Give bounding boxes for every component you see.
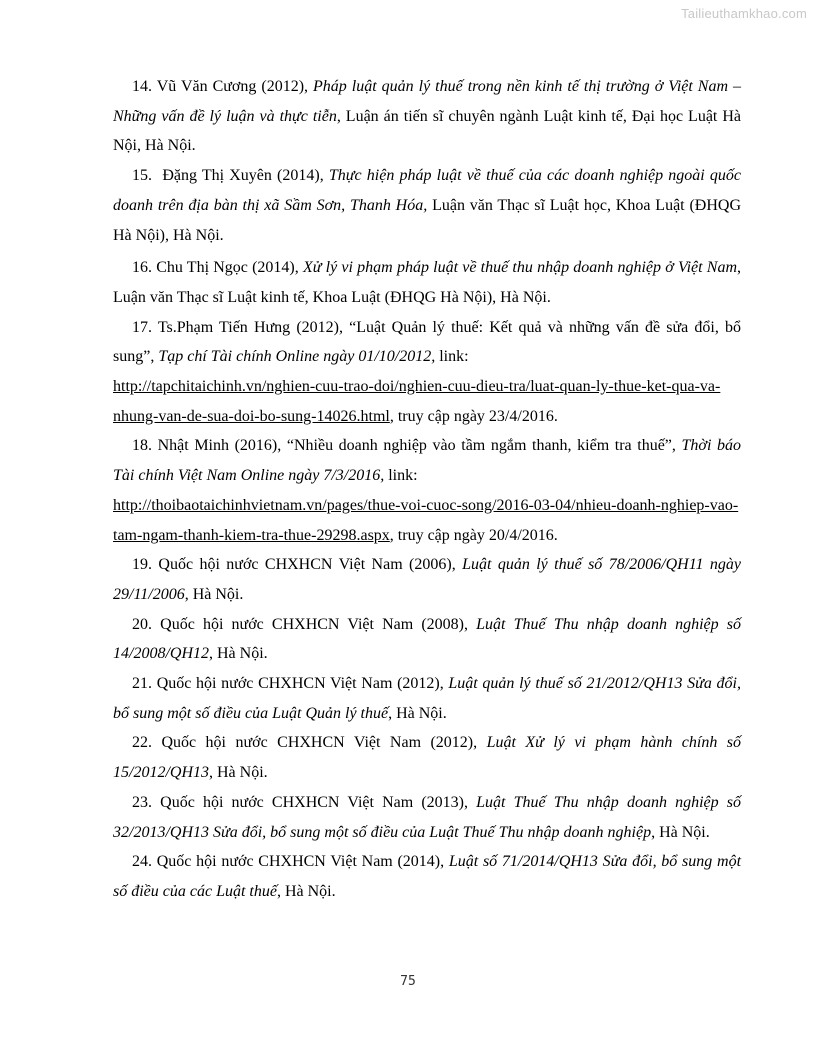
ref-number: 22. (132, 734, 152, 752)
ref-number: 14. (132, 78, 152, 95)
ref-title: Tạp chí Tài chính Online ngày 01/10/2012, (158, 348, 436, 366)
ref-author: Quốc hội nước CHXHCN Việt Nam (2013), (160, 793, 477, 811)
ref-title: Thời báo Tài chính Việt Nam Online ngày 7/3/2016, (113, 437, 742, 485)
reference-16 (113, 253, 741, 312)
ref-title: Xử lý vi phạm pháp luật về thuế thu nhập doanh nghiệp ở Việt Nam (302, 259, 738, 277)
ref-number: 17. (132, 318, 152, 336)
ref-author: Quốc hội nước CHXHCN Việt Nam (2006), (158, 556, 463, 574)
ref-title: Luật Xử lý vi phạm hành chính số 15/2012/QH13 (113, 734, 742, 782)
ref-details: link: (384, 467, 418, 485)
ref-details: , Luận văn Thạc sĩ Luật kinh tế, Khoa Luật (ĐHQG Hà Nội), Hà Nội. (113, 259, 742, 306)
ref-title: Luật Thuế Thu nhập doanh nghiệp số 32/2013/QH13 Sửa đổi, bổ sung một số điều của Luật Thuế Thu nhập doanh nghiệp (113, 793, 742, 841)
ref-title: Thực hiện pháp luật về thuế của các doanh nghiệp ngoài quốc doanh trên địa bàn thị xã Sầm Sơn, Thanh Hóa, (113, 167, 742, 214)
ref-access-date: , truy cập ngày 20/4/2016. (389, 526, 558, 544)
reference-19 (113, 550, 741, 609)
ref-details: Luận văn Thạc sĩ Luật học, Khoa Luật (ĐHQG Hà Nội), Hà Nội. (113, 196, 741, 244)
ref-link[interactable]: http://tapchitaichinh.vn/nghien-cuu-trao-doi/nghien-cuu-dieu-tra/luat-quan-ly-thue-ket-qua-va-nhung-van-de-sua-doi-bo-sung-14026.html (113, 378, 721, 425)
ref-number: 16. (132, 259, 152, 277)
ref-author: Quốc hội nước CHXHCN Việt Nam (2014), (156, 853, 449, 871)
ref-number: 18. (132, 437, 152, 455)
ref-author: Quốc hội nước CHXHCN Việt Nam (2012), (156, 675, 449, 693)
ref-author: Chu Thị Ngọc (2014), (156, 259, 303, 277)
ref-number: 21. (132, 675, 152, 693)
ref-title: Luật quản lý thuế số 21/2012/QH13 Sửa đổi, bổ sung một số điều của Luật Quản lý thuế (113, 675, 742, 722)
ref-author: Quốc hội nước CHXHCN Việt Nam (2008), (160, 615, 477, 633)
ref-details: , Hà Nội. (184, 585, 244, 603)
ref-number: 23. (132, 793, 152, 811)
reference-17 (113, 313, 741, 432)
ref-number: 15. (132, 167, 152, 185)
ref-details: , Hà Nội. (209, 764, 268, 782)
ref-details: , Hà Nội. (651, 823, 710, 841)
ref-author: Nhật Minh (2016), “Nhiều doanh nghiệp vào tầm ngắm thanh, kiểm tra thuế”, (157, 437, 682, 455)
reference-22 (113, 728, 741, 787)
ref-details: , Hà Nội. (276, 882, 336, 900)
ref-author: Quốc hội nước CHXHCN Việt Nam (2012), (161, 734, 487, 752)
ref-details: , Luận án tiến sĩ chuyên ngành Luật kinh tế, Đại học Luật Hà Nội, Hà Nội. (113, 107, 742, 155)
ref-details: , Hà Nội. (209, 645, 268, 663)
ref-details: , Hà Nội. (388, 704, 447, 722)
ref-author: Đặng Thị Xuyên (2014), (162, 167, 329, 185)
ref-title: Luật Thuế Thu nhập doanh nghiệp số 14/2008/QH12 (113, 615, 742, 663)
ref-author: Ts.Phạm Tiến Hưng (2012), “Luật Quản lý thuế: Kết quả và những vấn đề sửa đổi, bổ sung”, (113, 318, 741, 366)
reference-18 (113, 431, 741, 550)
reference-21 (113, 669, 741, 728)
reference-15 (113, 161, 741, 250)
reference-24 (113, 847, 741, 906)
reference-14 (113, 72, 741, 161)
reference-list (113, 72, 741, 907)
reference-20 (113, 610, 741, 669)
ref-title: Pháp luật quản lý thuế trong nền kinh tế thị trường ở Việt Nam – Những vấn đề lý luận và thực tiễn (113, 78, 742, 125)
page-number: 75 (400, 974, 416, 989)
watermark: Tailieuthamkhao.com (681, 6, 807, 21)
ref-number: 20. (132, 615, 152, 633)
ref-number: 24. (132, 853, 152, 871)
ref-details: link: (435, 348, 469, 366)
ref-number: 19. (132, 556, 152, 574)
ref-link[interactable]: http://thoibaotaichinhvietnam.vn/pages/thue-voi-cuoc-song/2016-03-04/nhieu-doanh-nghiep-vao-tam-ngam-thanh-kiem-tra-thue-29298.aspx (113, 496, 739, 544)
ref-author: Vũ Văn Cương (2012), (156, 78, 314, 95)
reference-23 (113, 788, 741, 847)
ref-title: Luật quản lý thuế số 78/2006/QH11 ngày 29/11/2006 (113, 556, 741, 603)
ref-access-date: , truy cập ngày 23/4/2016. (389, 407, 558, 425)
ref-title: Luật số 71/2014/QH13 Sửa đổi, bổ sung một số điều của các Luật thuế (113, 853, 742, 900)
